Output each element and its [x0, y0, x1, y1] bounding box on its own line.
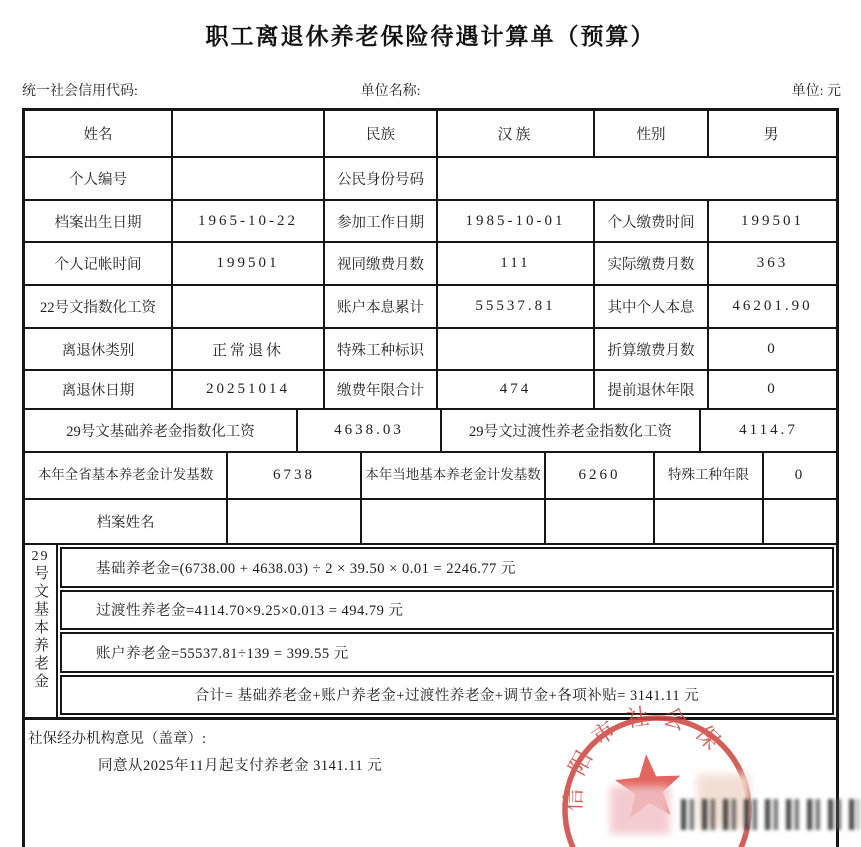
value-archive-name — [226, 498, 360, 543]
formula-list — [58, 545, 836, 717]
label-special-work-flag: 特殊工种标识 — [323, 327, 436, 369]
label-doc29-transitional-indexed-wage: 29号文过渡性养老金指数化工资 — [440, 410, 699, 451]
value-doc29-transitional-indexed-wage: 4114.7 — [699, 410, 836, 451]
page-title: 职工离退休养老保险待遇计算单（预算） — [205, 24, 656, 49]
unit-label: 单位: 元 — [791, 84, 841, 99]
value-gender: 男 — [707, 111, 836, 156]
value-deemed-months: 111 — [436, 241, 593, 284]
value-province-base: 6738 — [226, 453, 360, 498]
label-birth-date: 档案出生日期 — [25, 199, 171, 241]
formula-account-pension: 账户养老金=55537.81÷139 = 399.55 元 — [60, 632, 834, 673]
label-name: 姓名 — [83, 127, 113, 143]
value-doc29-base-indexed-wage: 4638.03 — [296, 410, 440, 451]
approval-text: 同意从2025年11月起支付养老金 3141.11 元 — [98, 758, 383, 774]
label-personal-id: 个人编号 — [25, 156, 171, 199]
agency-opinion-label: 社保经办机构意见（盖章）: — [28, 731, 207, 747]
value-ethnicity: 汉族 — [436, 111, 593, 156]
value-early-retire-years: 0 — [707, 369, 836, 408]
value-retire-date: 20251014 — [171, 369, 323, 408]
value-actual-months: 363 — [707, 241, 836, 284]
value-personal-id — [171, 156, 323, 199]
empty-cell — [653, 498, 762, 543]
unit-name-label: 单位名称: — [360, 84, 421, 99]
meta-row — [22, 80, 841, 100]
label-indexed-wage-22: 22号文指数化工资 — [25, 284, 171, 327]
value-citizen-id — [436, 156, 836, 199]
label-archive-name: 档案姓名 — [25, 498, 226, 543]
credit-code-label: 统一社会信用代码: — [22, 84, 138, 99]
label-personal-pay-time: 个人缴费时间 — [593, 199, 707, 241]
label-local-base: 本年当地基本养老金计发基数 — [360, 453, 544, 498]
label-retire-type: 离退休类别 — [25, 327, 171, 369]
value-local-base: 6260 — [544, 453, 653, 498]
doc29-side-label-number: 29 — [31, 549, 50, 564]
value-name — [171, 111, 323, 156]
label-total-pay-years: 缴费年限合计 — [323, 369, 436, 408]
empty-cell — [360, 498, 544, 543]
empty-cell — [762, 498, 836, 543]
value-special-work-years: 0 — [762, 453, 836, 498]
label-province-base: 本年全省基本养老金计发基数 — [37, 467, 214, 483]
label-work-start-date: 参加工作日期 — [323, 199, 436, 241]
label-doc29-base-indexed-wage: 29号文基础养老金指数化工资 — [66, 424, 255, 440]
label-early-retire-years: 提前退休年限 — [593, 369, 707, 408]
agency-opinion-section — [25, 717, 836, 847]
label-converted-months: 折算缴费月数 — [593, 327, 707, 369]
formula-total: 合计= 基础养老金+账户养老金+过渡性养老金+调节金+各项补贴= 3141.11 元 — [60, 675, 834, 716]
value-retire-type: 正常退休 — [171, 327, 323, 369]
formula-basic-pension: 基础养老金=(6738.00 + 4638.03) ÷ 2 × 39.50 × 0.01 = 2246.77 元 — [60, 547, 834, 588]
label-special-work-years: 特殊工种年限 — [653, 453, 762, 498]
value-birth-date: 1965-10-22 — [171, 199, 323, 241]
value-work-start-date: 1985-10-01 — [436, 199, 593, 241]
value-total-pay-years: 474 — [436, 369, 593, 408]
label-actual-months: 实际缴费月数 — [593, 241, 707, 284]
doc29-side-label — [25, 545, 58, 717]
label-account-time: 个人记帐时间 — [25, 241, 171, 284]
label-gender: 性别 — [593, 111, 707, 156]
value-personal-principal: 46201.90 — [707, 284, 836, 327]
calc-base-grid — [25, 451, 836, 543]
value-special-work-flag — [436, 327, 593, 369]
personal-info-grid — [25, 111, 836, 408]
value-personal-pay-time: 199501 — [707, 199, 836, 241]
label-citizen-id: 公民身份号码 — [323, 156, 436, 199]
label-deemed-months: 视同缴费月数 — [323, 241, 436, 284]
value-indexed-wage-22 — [171, 284, 323, 327]
doc29-wage-row — [25, 408, 836, 451]
label-retire-date: 离退休日期 — [25, 369, 171, 408]
label-ethnicity: 民族 — [323, 111, 436, 156]
formula-transitional-pension: 过渡性养老金=4114.70×9.25×0.013 = 494.79 元 — [60, 590, 834, 631]
doc29-pension-section — [25, 543, 836, 717]
seal-arc-text: 信阳市社会保 — [560, 705, 733, 812]
doc29-side-label-text: 号文基本养老金 — [32, 565, 48, 691]
label-account-total: 账户本息累计 — [323, 284, 436, 327]
main-table — [22, 108, 839, 847]
empty-cell — [544, 498, 653, 543]
value-account-total: 55537.81 — [436, 284, 593, 327]
value-converted-months: 0 — [707, 327, 836, 369]
value-account-time: 199501 — [171, 241, 323, 284]
label-personal-principal: 其中个人本息 — [593, 284, 707, 327]
